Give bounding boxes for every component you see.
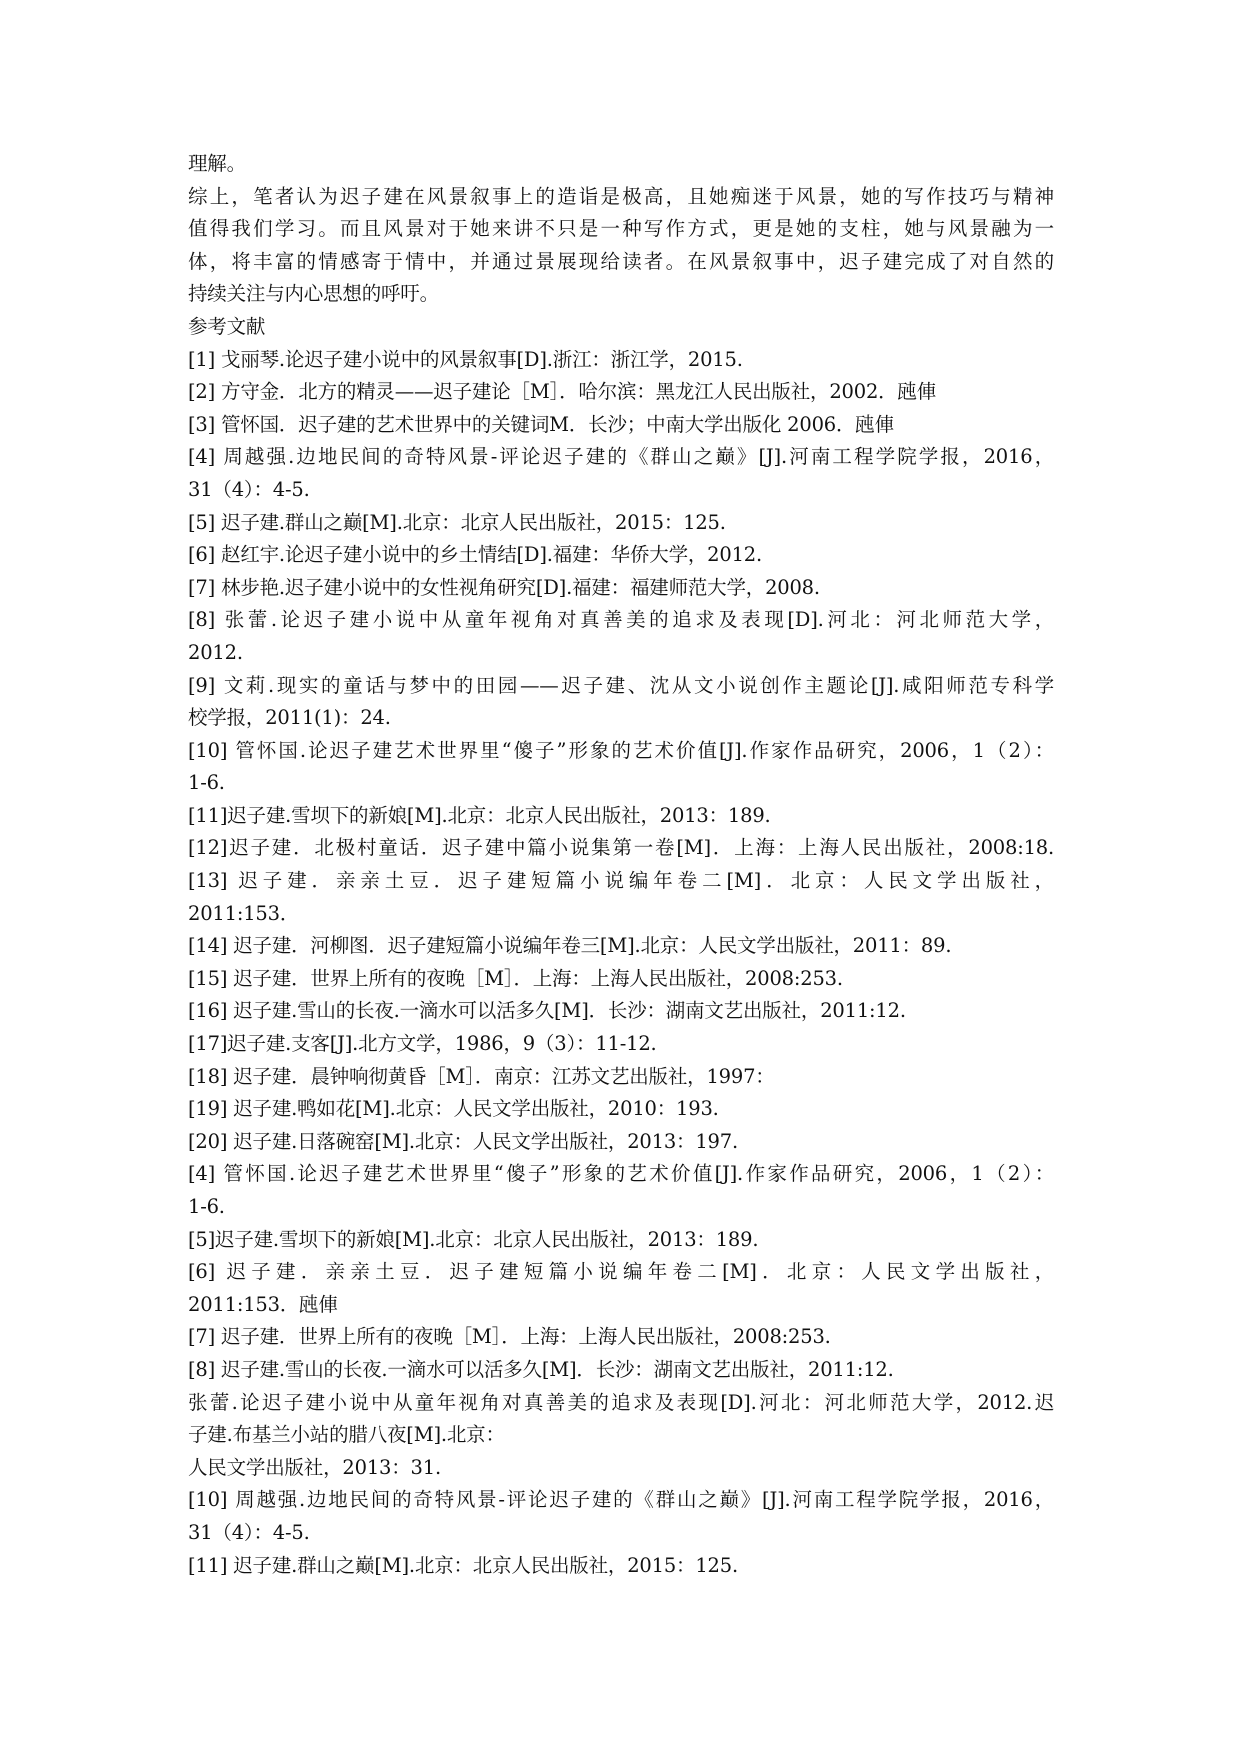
text-line: 持续关注与内心思想的呼吁。	[188, 282, 439, 306]
text-line: [2] 方守金．北方的精灵——迟子建论［M］．哈尔滨：黑龙江人民出版社，2002．瓲俥	[188, 380, 937, 404]
text-line: [7] 林步艳.迟子建小说中的女性视角研究[D].福建：福建师范大学，2008.	[188, 575, 820, 599]
text-line: [8] 张蕾.论迟子建小说中从童年视角对真善美的追求及表现[D].河北：河北师范大学，	[188, 608, 1054, 632]
text-line: [3] 管怀国．迟子建的艺术世界中的关键词M．长沙；中南大学出版化 2006．瓲俥	[188, 412, 894, 436]
text-line: [8] 迟子建.雪山的长夜.一滴水可以活多久[M]．长沙：湖南文艺出版社，2011:12.	[188, 1357, 894, 1381]
text-line: [14] 迟子建．河柳图．迟子建短篇小说编年卷三[M].北京：人民文学出版社，2011：89.	[188, 934, 952, 958]
text-line: 校学报，2011(1)：24.	[188, 706, 391, 730]
text-line: 人民文学出版社，2013：31.	[188, 1455, 441, 1479]
text-line: [20] 迟子建.日落碗窑[M].北京：人民文学出版社，2013：197.	[188, 1129, 738, 1153]
text-line: 2011:153．	[188, 901, 300, 925]
text-line: [5]迟子建.雪坝下的新娘[M].北京：北京人民出版社，2013：189.	[188, 1227, 759, 1251]
text-line: [6] 迟子建．亲亲土豆．迟子建短篇小说编年卷二[M]．北京：人民文学出版社，	[188, 1260, 1054, 1284]
text-line: 体，将丰富的情感寄于情中，并通过景展现给读者。在风景叙事中，迟子建完成了对自然的	[188, 249, 1054, 273]
text-line: 31（4）：4-5.	[188, 477, 310, 501]
text-line: [17]迟子建.支客[J].北方文学，1986，9（3）：11-12.	[188, 1032, 657, 1056]
text-line: [6] 赵红宇.论迟子建小说中的乡土情结[D].福建：华侨大学，2012.	[188, 543, 762, 567]
text-line: [9] 文莉.现实的童话与梦中的田园——迟子建、沈从文小说创作主题论[J].咸阳师范专科学	[188, 673, 1054, 697]
document-body	[188, 148, 1054, 1582]
text-line: 子建.布基兰小站的腊八夜[M].北京：	[188, 1423, 505, 1447]
text-line: 理解。	[188, 152, 246, 175]
text-line: [4] 管怀国.论迟子建艺术世界里“傻子”形象的艺术价值[J].作家作品研究，2006，1（2）：	[188, 1162, 1054, 1186]
text-line: [18] 迟子建．晨钟响彻黄昏［M］．南京：江苏文艺出版社，1997：	[188, 1064, 775, 1088]
text-line: [10] 管怀国.论迟子建艺术世界里“傻子”形象的艺术价值[J].作家作品研究，2006，1（2）：	[188, 738, 1054, 762]
text-line: [4] 周越强.边地民间的奇特风景-评论迟子建的《群山之巅》[J].河南工程学院学报，2016，	[188, 445, 1054, 469]
text-line: [5] 迟子建.群山之巅[M].北京：北京人民出版社，2015：125.	[188, 510, 726, 534]
text-line: [15] 迟子建．世界上所有的夜晚［M］．上海：上海人民出版社，2008:253.	[188, 966, 843, 990]
text-line: [7] 迟子建．世界上所有的夜晚［M］．上海：上海人民出版社，2008:253.	[188, 1325, 831, 1349]
text-line: [19] 迟子建.鸭如花[M].北京：人民文学出版社，2010：193.	[188, 1097, 719, 1121]
text-line: [16] 迟子建.雪山的长夜.一滴水可以活多久[M]．长沙：湖南文艺出版社，2011:12.	[188, 999, 906, 1023]
text-line: 1-6.	[188, 771, 225, 795]
text-line: 综上，笔者认为迟子建在风景叙事上的造诣是极高，且她痴迷于风景，她的写作技巧与精神	[188, 184, 1054, 208]
text-line: 值得我们学习。而且风景对于她来讲不只是一种写作方式，更是她的支柱，她与风景融为一	[188, 217, 1054, 241]
text-line: 31（4）：4-5.	[188, 1520, 310, 1544]
text-line: [12]迟子建．北极村童话．迟子建中篇小说集第一卷[M]．上海：上海人民出版社，2008:18.	[188, 836, 1054, 860]
text-line: [11]迟子建.雪坝下的新娘[M].北京：北京人民出版社，2013：189.	[188, 803, 771, 827]
text-line: [13] 迟子建．亲亲土豆．迟子建短篇小说编年卷二[M]．北京：人民文学出版社，	[188, 869, 1054, 893]
text-line: 张蕾.论迟子建小说中从童年视角对真善美的追求及表现[D].河北：河北师范大学，2012.迟	[188, 1390, 1054, 1414]
text-line: [10] 周越强.边地民间的奇特风景-评论迟子建的《群山之巅》[J].河南工程学院学报，2016，	[188, 1488, 1054, 1512]
text-line: 参考文献	[188, 314, 266, 338]
text-line: 1-6.	[188, 1195, 225, 1218]
text-line: [11] 迟子建.群山之巅[M].北京：北京人民出版社，2015：125.	[188, 1553, 738, 1577]
text-line: 2012.	[188, 640, 243, 664]
text-line: [1] 戈丽琴.论迟子建小说中的风景叙事[D].浙江：浙江学，2015.	[188, 347, 743, 371]
text-line: 2011:153．瓲俥	[188, 1292, 338, 1316]
